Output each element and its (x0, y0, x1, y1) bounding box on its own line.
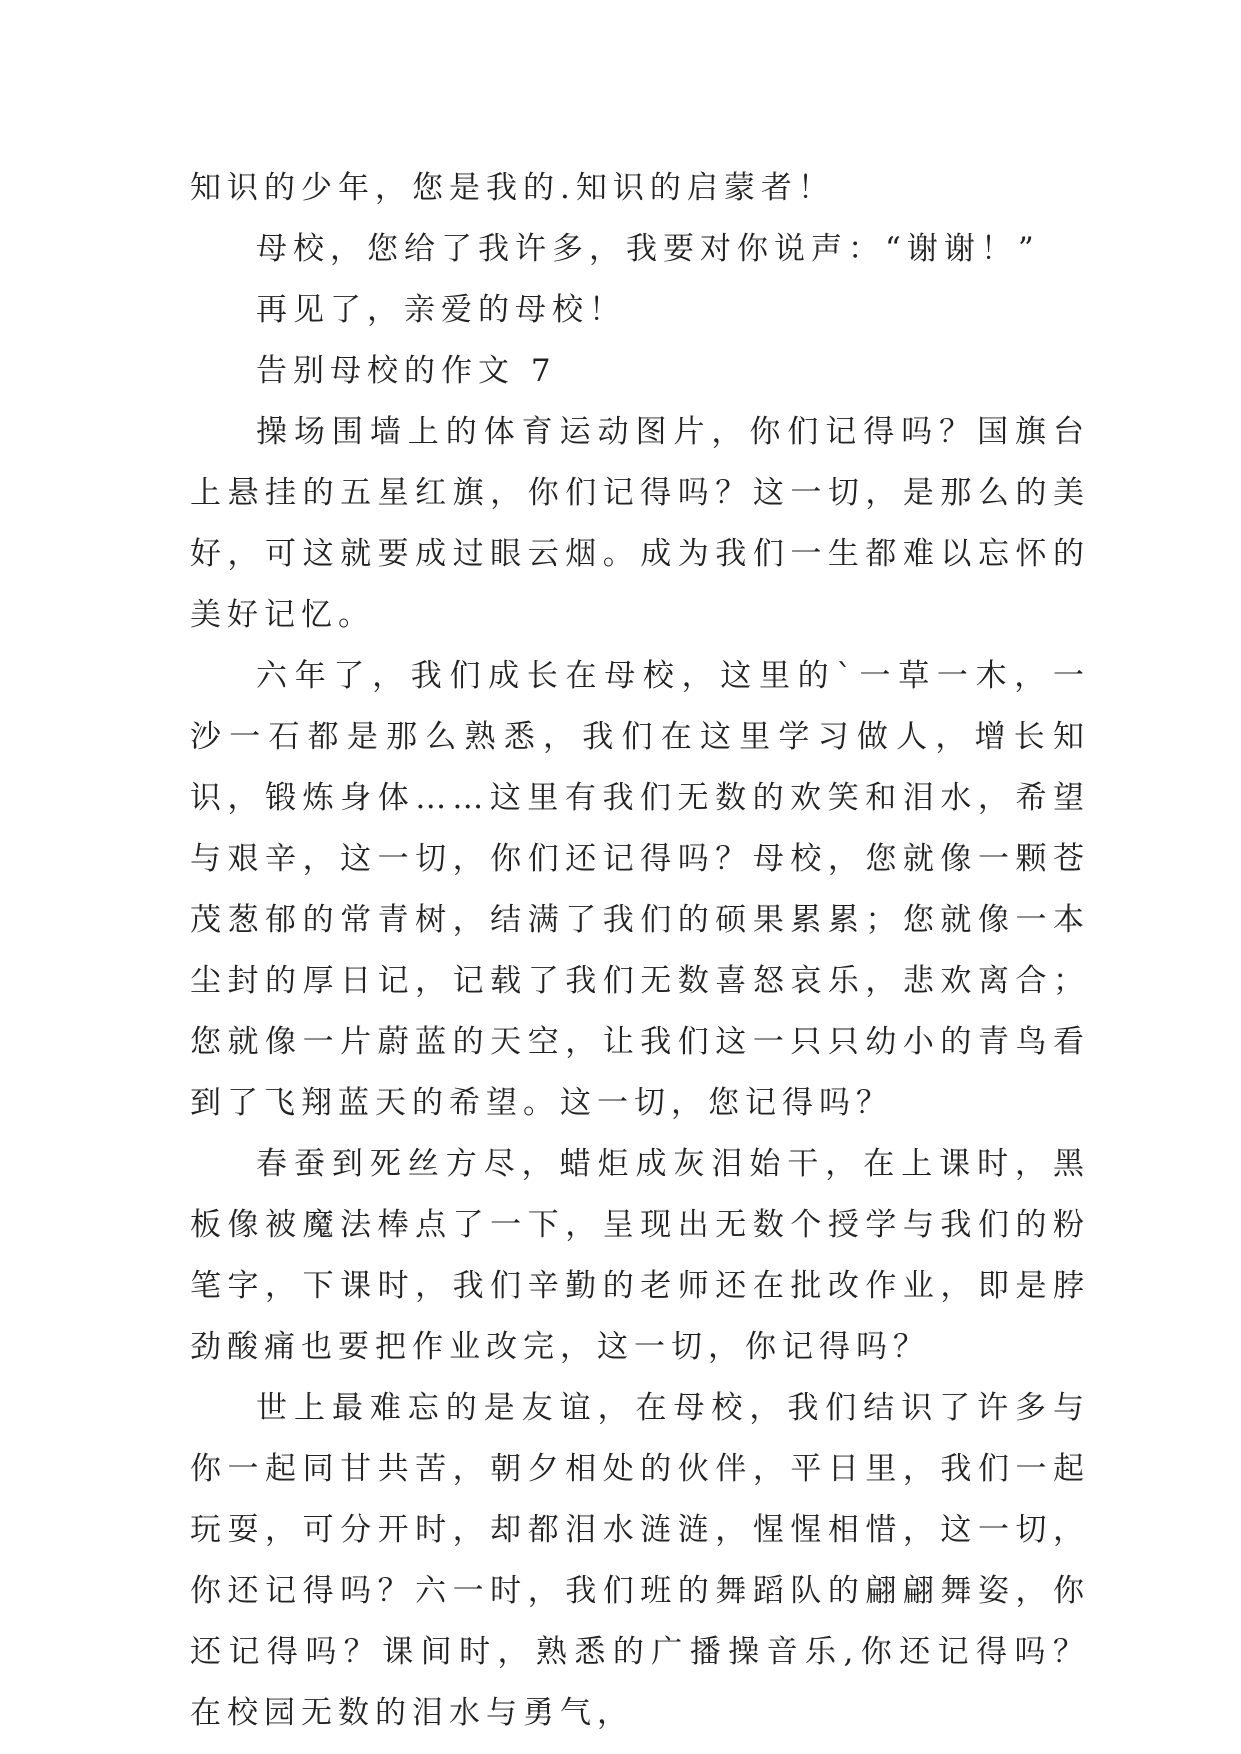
paragraph-teachers: 春蚕到死丝方尽，蜡炬成灰泪始干，在上课时，黑板像被魔法棒点了一下，呈现出无数个授学与我们的粉笔字，下课时，我们辛勤的老师还在批改作业，即是脖劲酸痛也要把作业改完，这一切，你记得吗？ (190, 1146, 1090, 1365)
thanks-line: 母校，您给了我许多，我要对你说声：“谢谢！” (256, 231, 1040, 267)
paragraph-playground: 操场围墙上的体育运动图片，你们记得吗？国旗台上悬挂的五星红旗，你们记得吗？这一切，是那么的美好，可这就要成过眼云烟。成为我们一生都难以忘怀的美好记忆。 (190, 414, 1090, 633)
essay-title: 告别母校的作文 7 (256, 353, 557, 389)
document-body (190, 158, 1090, 1744)
continuation-line: 知识的少年，您是我的.知识的启蒙者！ (190, 170, 835, 206)
paragraph-six-years: 六年了，我们成长在母校，这里的`一草一木，一沙一石都是那么熟悉，我们在这里学习做人，增长知识，锻炼身体……这里有我们无数的欢笑和泪水，希望与艰辛，这一切，你们还记得吗？母校，您就像一颗苍茂葱郁的常青树，结满了我们的硕果累累；您就像一本尘封的厚日记，记载了我们无数喜怒哀乐，悲欢离合；您就像一片蔚蓝的天空，让我们这一只只幼小的青鸟看到了飞翔蓝天的希望。这一切，您记得吗？ (190, 658, 1090, 1121)
paragraph-friendship: 世上最难忘的是友谊，在母校，我们结识了许多与你一起同甘共苦，朝夕相处的伙伴，平日里，我们一起玩耍，可分开时，却都泪水涟涟，惺惺相惜，这一切，你还记得吗？六一时，我们班的舞蹈队的翩翩舞姿，你还记得吗？课间时，熟悉的广播操音乐,你还记得吗？在校园无数的泪水与勇气， (190, 1390, 1090, 1731)
goodbye-line: 再见了，亲爱的母校！ (256, 292, 626, 328)
